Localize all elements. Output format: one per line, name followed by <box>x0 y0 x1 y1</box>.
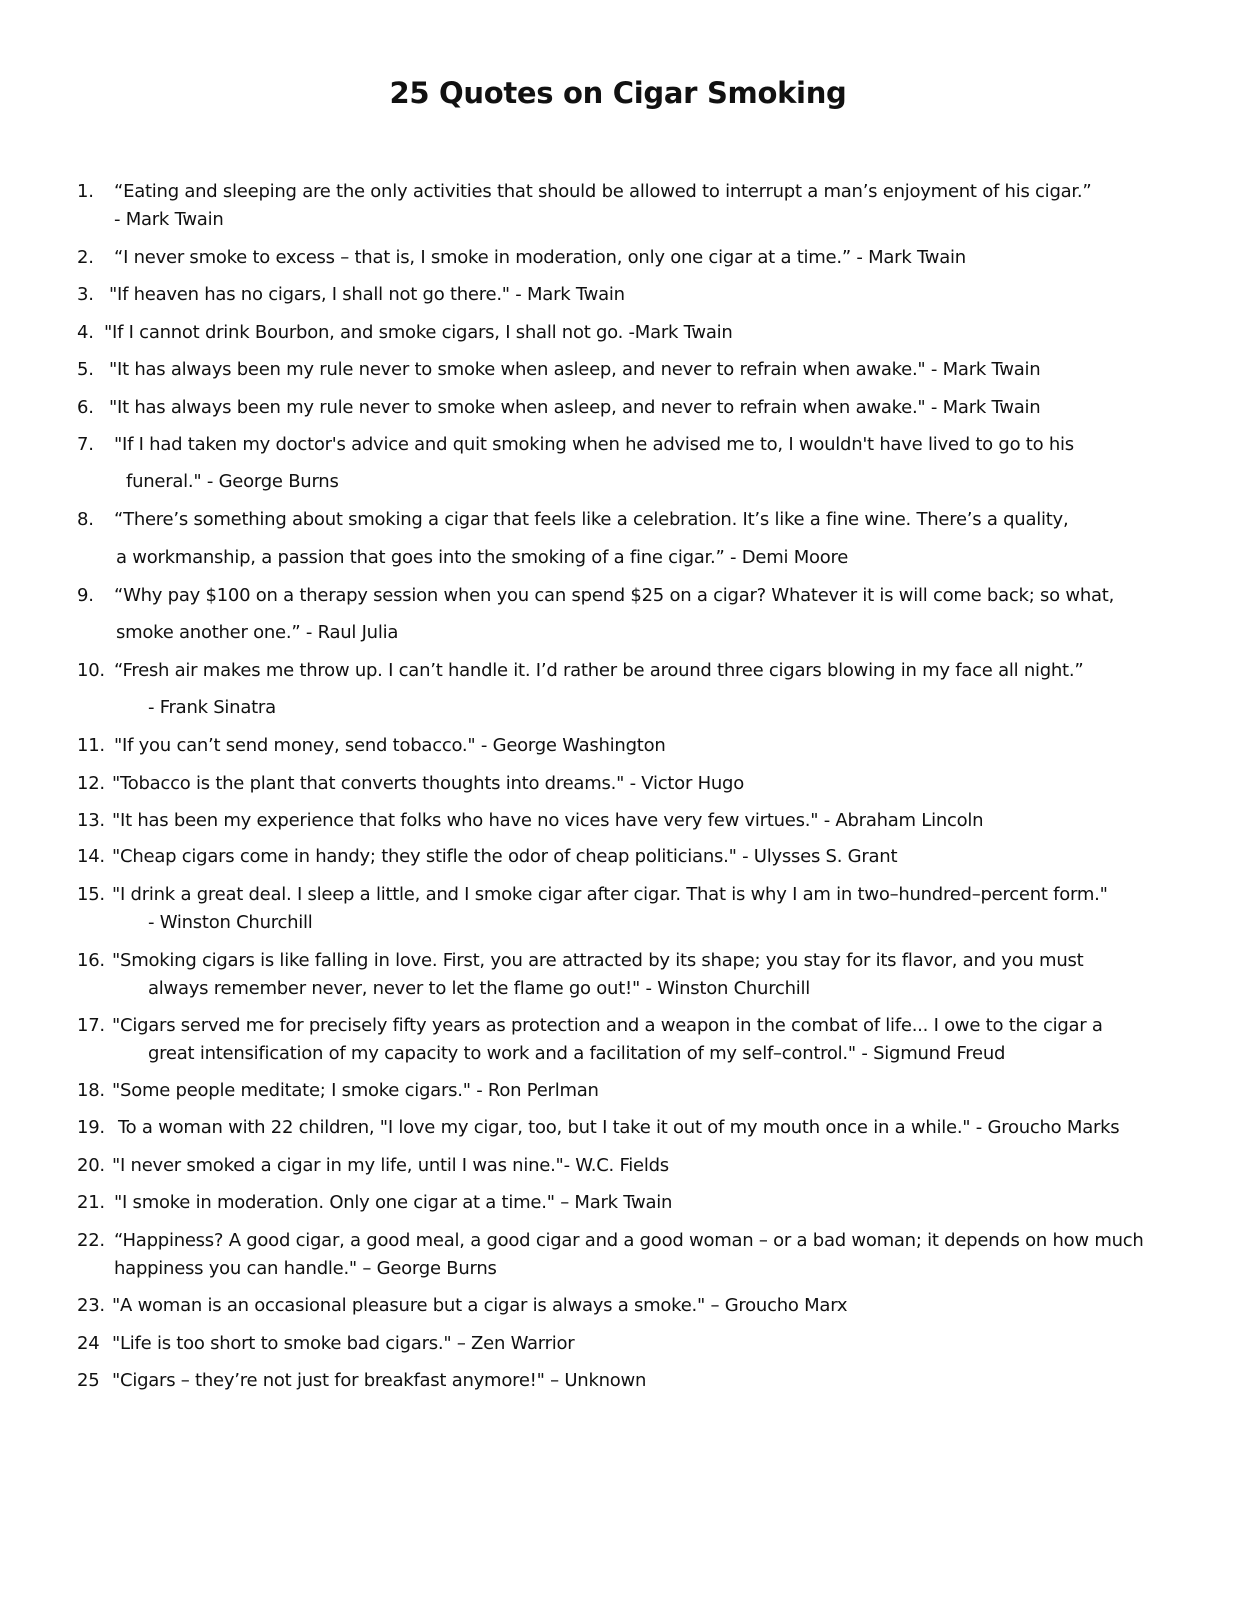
quote-text-continued: happiness you can handle." – George Burns <box>114 1258 497 1279</box>
quote-text: “There’s something about smoking a cigar that feels like a celebration. It’s like a fine wine. There’s a quality, <box>114 509 1069 530</box>
item-number: 7. <box>77 434 94 455</box>
item-number: 5. <box>77 359 94 380</box>
quote-text-continued: - Frank Sinatra <box>148 697 276 718</box>
item-number: 24 <box>77 1333 100 1354</box>
quote-text-continued: a workmanship, a passion that goes into the smoking of a fine cigar.” - Demi Moore <box>116 547 849 568</box>
quote-text: To a woman with 22 children, "I love my cigar, too, but I take it out of my mouth once in a while." - Groucho Marks <box>118 1117 1120 1138</box>
quote-text: "I drink a great deal. I sleep a little, and I smoke cigar after cigar. That is why I am in two–hundred–percent form." <box>112 884 1108 905</box>
quote-text: “Fresh air makes me throw up. I can’t handle it. I’d rather be around three cigars blowing in my face all night.” <box>114 660 1084 681</box>
item-number: 17. <box>77 1015 105 1036</box>
quote-text-continued: smoke another one.” - Raul Julia <box>116 622 399 643</box>
item-number: 6. <box>77 397 94 418</box>
item-number: 2. <box>77 247 94 268</box>
quote-text: "Cigars – they’re not just for breakfast anymore!" – Unknown <box>112 1370 647 1391</box>
item-number: 21. <box>77 1192 105 1213</box>
item-number: 19. <box>77 1117 105 1138</box>
item-number: 22. <box>77 1230 105 1251</box>
quote-text: “Eating and sleeping are the only activities that should be allowed to interrupt a man’s enjoyment of his cigar.” <box>114 181 1092 202</box>
item-number: 12. <box>77 773 105 794</box>
item-number: 4. <box>77 322 94 343</box>
quote-text: "It has always been my rule never to smoke when asleep, and never to refrain when awake." - Mark Twain <box>109 359 1041 380</box>
item-number: 3. <box>77 284 94 305</box>
item-number: 9. <box>77 585 94 606</box>
quote-text: "Cheap cigars come in handy; they stifle the odor of cheap politicians." - Ulysses S. Grant <box>112 846 898 867</box>
quote-text: "I never smoked a cigar in my life, until I was nine."- W.C. Fields <box>112 1155 669 1176</box>
quote-text: "Life is too short to smoke bad cigars." – Zen Warrior <box>112 1333 575 1354</box>
quote-text: "It has been my experience that folks who have no vices have very few virtues." - Abraham Lincoln <box>112 810 984 831</box>
quote-text: "If you can’t send money, send tobacco." - George Washington <box>114 735 666 756</box>
quote-text: "If I had taken my doctor's advice and quit smoking when he advised me to, I wouldn't have lived to go to his <box>114 434 1074 455</box>
item-number: 16. <box>77 950 105 971</box>
quote-text: “I never smoke to excess – that is, I smoke in moderation, only one cigar at a time.” - Mark Twain <box>114 247 966 268</box>
quote-text: “Why pay $100 on a therapy session when you can spend $25 on a cigar? Whatever it is will come back; so what, <box>114 585 1115 606</box>
quote-text: "If I cannot drink Bourbon, and smoke cigars, I shall not go. -Mark Twain <box>104 322 733 343</box>
item-number: 13. <box>77 810 105 831</box>
item-number: 15. <box>77 884 105 905</box>
quote-text-continued: always remember never, never to let the flame go out!" - Winston Churchill <box>148 978 811 999</box>
quote-text: "Cigars served me for precisely fifty years as protection and a weapon in the combat of life... I owe to the cigar a <box>112 1015 1103 1036</box>
quote-text-continued: great intensification of my capacity to work and a facilitation of my self–control." - Sigmund Freud <box>148 1043 1006 1064</box>
item-number: 10. <box>77 660 105 681</box>
quote-text: "Smoking cigars is like falling in love. First, you are attracted by its shape; you stay for its flavor, and you must <box>112 950 1084 971</box>
quote-text: “Happiness? A good cigar, a good meal, a good cigar and a good woman – or a bad woman; it depends on how much <box>114 1230 1144 1251</box>
item-number: 11. <box>77 735 105 756</box>
quote-text-continued: - Winston Churchill <box>148 912 313 933</box>
quote-text: "Tobacco is the plant that converts thoughts into dreams." - Victor Hugo <box>112 773 744 794</box>
item-number: 1. <box>77 181 94 202</box>
quote-text: "It has always been my rule never to smoke when asleep, and never to refrain when awake." - Mark Twain <box>109 397 1041 418</box>
quote-text: "Some people meditate; I smoke cigars." - Ron Perlman <box>112 1080 599 1101</box>
quote-text: "A woman is an occasional pleasure but a cigar is always a smoke." – Groucho Marx <box>112 1295 848 1316</box>
page-title: 25 Quotes on Cigar Smoking <box>389 76 847 110</box>
item-number: 14. <box>77 846 105 867</box>
item-number: 23. <box>77 1295 105 1316</box>
item-number: 18. <box>77 1080 105 1101</box>
item-number: 8. <box>77 509 94 530</box>
quote-text: "I smoke in moderation. Only one cigar at a time." – Mark Twain <box>114 1192 673 1213</box>
quote-text: "If heaven has no cigars, I shall not go there." - Mark Twain <box>109 284 625 305</box>
item-number: 25 <box>77 1370 100 1391</box>
item-number: 20. <box>77 1155 105 1176</box>
quote-text-continued: - Mark Twain <box>114 209 224 230</box>
quote-text-continued: funeral." - George Burns <box>126 471 339 492</box>
